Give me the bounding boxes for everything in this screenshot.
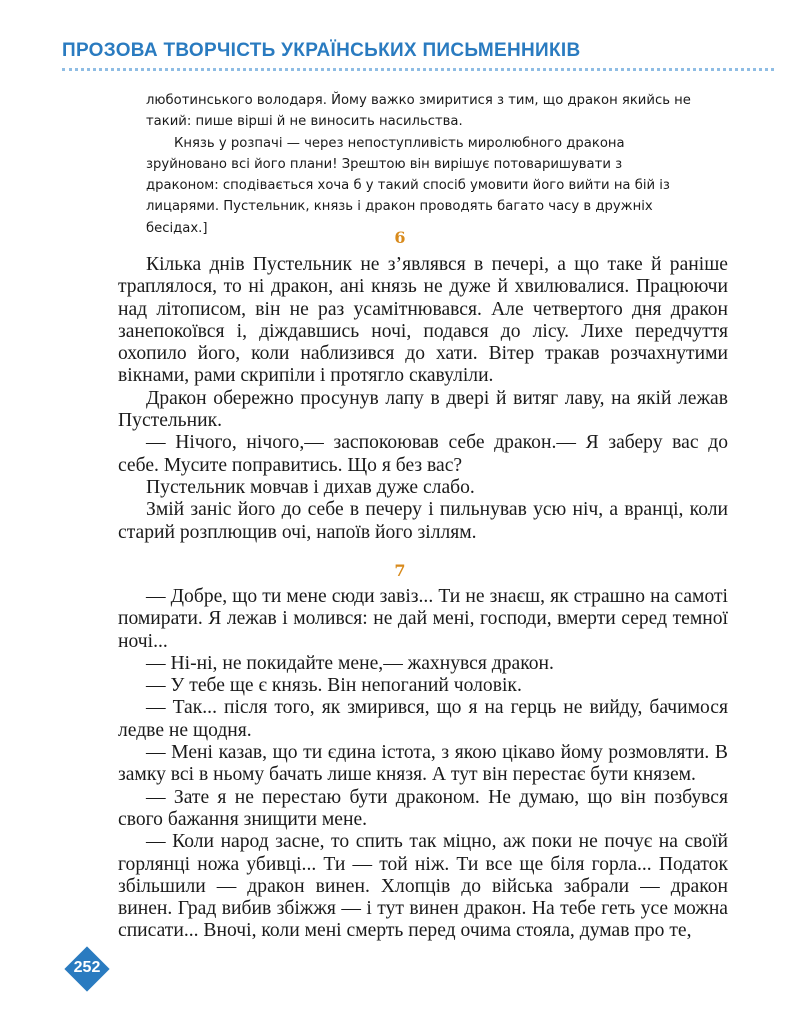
- page-number-badge: [64, 946, 110, 992]
- page-number: 252: [73, 959, 101, 976]
- paragraph: Дракон обережно просунув лапу в двері й витяг лаву, на якій лежав Пустельник.: [118, 387, 728, 432]
- paragraph: — Мені казав, що ти єдина істота, з якою цікаво йому розмовляти. В замку всі в ньому бачать лише князя. А тут він перестає бути князем.: [118, 742, 728, 786]
- paragraph: — Коли народ засне, то спить так міцно, аж поки не почує на своїй горлянці ножа убивці... Ти — той ніж. Ти все ще біля горла... Податок збільшили — дракон винен. Хлопців до війська забрали — дракон винен. Град вибив збіжжя — і тут винен дракон. На тебе геть усе можна списати... Вночі, коли мені смерть перед очима стояла, думав про те,: [118, 831, 728, 942]
- summary-paragraph: Князь у розпачі — через непоступливість миролюбного дракона зруйновано всі його плани! Зрештою він вирішує потоваришувати з драконом: сподівається хоча б у такий спосіб умовити його вийти на бій із лицарями. Пустельник, князь і дракон проводять багато часу в дружніх бесідах.]: [146, 135, 670, 236]
- running-header-title: ПРОЗОВА ТВОРЧІСТЬ УКРАЇНСЬКИХ ПИСЬМЕННИКІВ: [62, 40, 581, 61]
- section-number-7: 7: [394, 561, 406, 580]
- paragraph: — У тебе ще є князь. Він непоганий чоловік.: [146, 675, 522, 697]
- paragraph: Пустельник мовчав і дихав дуже слабо.: [146, 476, 475, 498]
- paragraph: — Так... після того, як змирився, що я на герць не вийду, бачимося ледве не щодня.: [118, 697, 728, 741]
- paragraph: — Добре, що ти мене сюди завіз... Ти не знаєш, як страшно на самоті помирати. Я лежав і молився: не дай мені, господи, вмерти серед темної ночі...: [118, 586, 728, 652]
- chapter-summary: [146, 90, 696, 239]
- paragraph: — Нічого, нічого,— заспокоював себе дракон.— Я заберу вас до себе. Мусите поправитись. Що я без вас?: [118, 432, 728, 476]
- paragraph: — Ні-ні, не покидайте мене,— жахнувся дракон.: [146, 652, 554, 674]
- summary-paragraph: люботинського володаря. Йому важко змиритися з тим, що дракон якийсь не такий: пише вірші й не виносить насильства.: [146, 93, 691, 130]
- paragraph: Змій заніс його до себе в печеру і пильнував усю ніч, а вранці, коли старий розплющив очі, напоїв його зіллям.: [118, 499, 728, 543]
- section-7-text: [118, 586, 728, 943]
- paragraph: — Зате я не перестаю бути драконом. Не думаю, що він позбувся свого бажання знищити мене.: [118, 786, 728, 830]
- paragraph: Кілька днів Пустельник не з’являвся в печері, а що таке й раніше траплялося, то ні дракон, ані князь не дуже й хвилювалися. Працюючи над літописом, він не раз усамітнювався. Але четвертого дня дракон занепокоївся і, діждавшись ночі, подався до лісу. Лихе передчуття охопило його, коли наблизився до хати. Вітер тракав розчахнутими вікнами, рами скрипіли і протягло скавуліли.: [118, 254, 728, 387]
- section-number-6: 6: [394, 228, 406, 247]
- header-dotted-divider: [62, 68, 774, 71]
- section-6-text: [118, 254, 728, 544]
